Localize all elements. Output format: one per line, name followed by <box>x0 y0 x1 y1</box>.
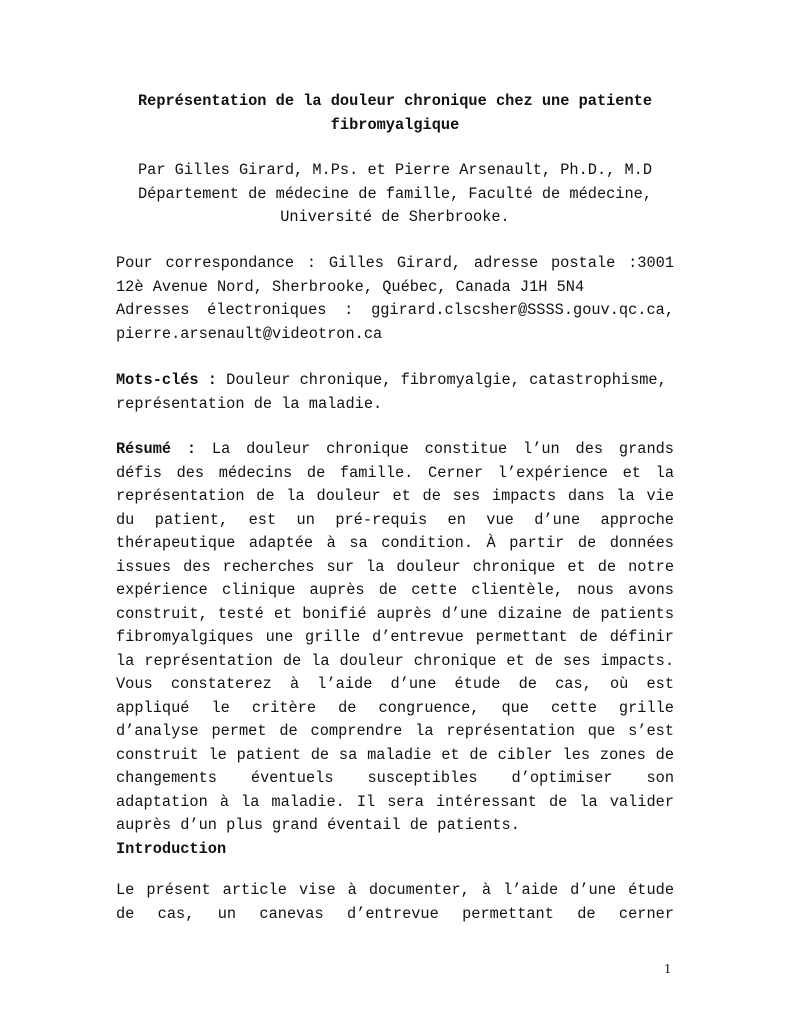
department-line: Département de médecine de famille, Faculté de médecine, <box>137 184 653 203</box>
abstract-line: construit, testé et bonifié auprès d’une dizaine de patients <box>116 604 674 623</box>
title-line-1: Représentation de la douleur chronique chez une patiente <box>137 92 653 110</box>
author-block <box>116 159 674 230</box>
abstract-line: adaptation à la maladie. Il sera intéressant de la valider <box>116 792 674 811</box>
abstract-last-line: auprès d’un plus grand éventail de patients. <box>116 816 520 834</box>
abstract-line: la représentation de la douleur chronique et de ses impacts. <box>116 651 674 670</box>
abstract-line: appliqué le critère de congruence, que cette grille <box>116 698 674 717</box>
abstract-label: Résumé : <box>116 440 197 458</box>
introduction-block <box>116 879 674 926</box>
introduction-line-1: Le présent article vise à documenter, à l’aide d’une étude <box>116 881 674 899</box>
page-number: 1 <box>664 962 671 977</box>
abstract-line: fibromyalgiques une grille d’entrevue permettant de définir <box>116 628 674 646</box>
university-line: Université de Sherbrooke. <box>280 208 510 226</box>
abstract-line: thérapeutique adaptée à sa condition. À partir de données <box>116 534 674 552</box>
keywords-text: Douleur chronique, fibromyalgie, catastrophisme, <box>216 371 667 389</box>
abstract-line: du patient, est un pré-requis en vue d’une approche <box>116 510 674 529</box>
authors-line: Par Gilles Girard, M.Ps. et Pierre Arsenault, Ph.D., M.D <box>137 161 653 179</box>
keywords-block <box>116 369 674 416</box>
abstract-line: défis des médecins de famille. Cerner l’expérience et la <box>116 463 674 482</box>
title-line-2: fibromyalgique <box>330 115 460 134</box>
abstract-line: représentation de la douleur et de ses impacts dans la vie <box>116 487 674 505</box>
keywords-line-1 <box>116 369 674 393</box>
abstract-line: changements éventuels susceptibles d’optimiser son <box>116 769 674 787</box>
abstract-line: construit le patient de sa maladie et de cibler les zones de <box>116 745 674 764</box>
correspondence-block <box>116 252 674 346</box>
correspondence-line: Pour correspondance : Gilles Girard, adresse postale :3001 <box>116 254 674 272</box>
correspondence-line: pierre.arsenault@videotron.ca <box>116 324 383 343</box>
abstract-line: expérience clinique auprès de cette clientèle, nous avons <box>116 581 674 599</box>
correspondence-line: Adresses électroniques : ggirard.clscsher@SSSS.gouv.qc.ca, <box>116 301 674 319</box>
abstract-first-text: La douleur chronique constitue l’un des grands <box>196 440 674 458</box>
abstract-block <box>116 438 674 861</box>
correspondence-line: 12è Avenue Nord, Sherbrooke, Québec, Canada J1H 5N4 <box>116 277 585 296</box>
keywords-line-2: représentation de la maladie. <box>116 394 383 413</box>
introduction-heading: Introduction <box>116 839 227 858</box>
document-title <box>116 90 674 137</box>
keywords-label: Mots-clés : <box>116 371 217 389</box>
abstract-line: d’analyse permet de comprendre la représentation que s’est <box>116 722 674 740</box>
introduction-line-2: de cas, un canevas d’entrevue permettant de cerner <box>116 904 674 923</box>
abstract-first-line <box>116 438 674 462</box>
abstract-line: Vous constaterez à l’aide d’une étude de cas, où est <box>116 675 674 693</box>
abstract-line: issues des recherches sur la douleur chronique et de notre <box>116 557 674 576</box>
